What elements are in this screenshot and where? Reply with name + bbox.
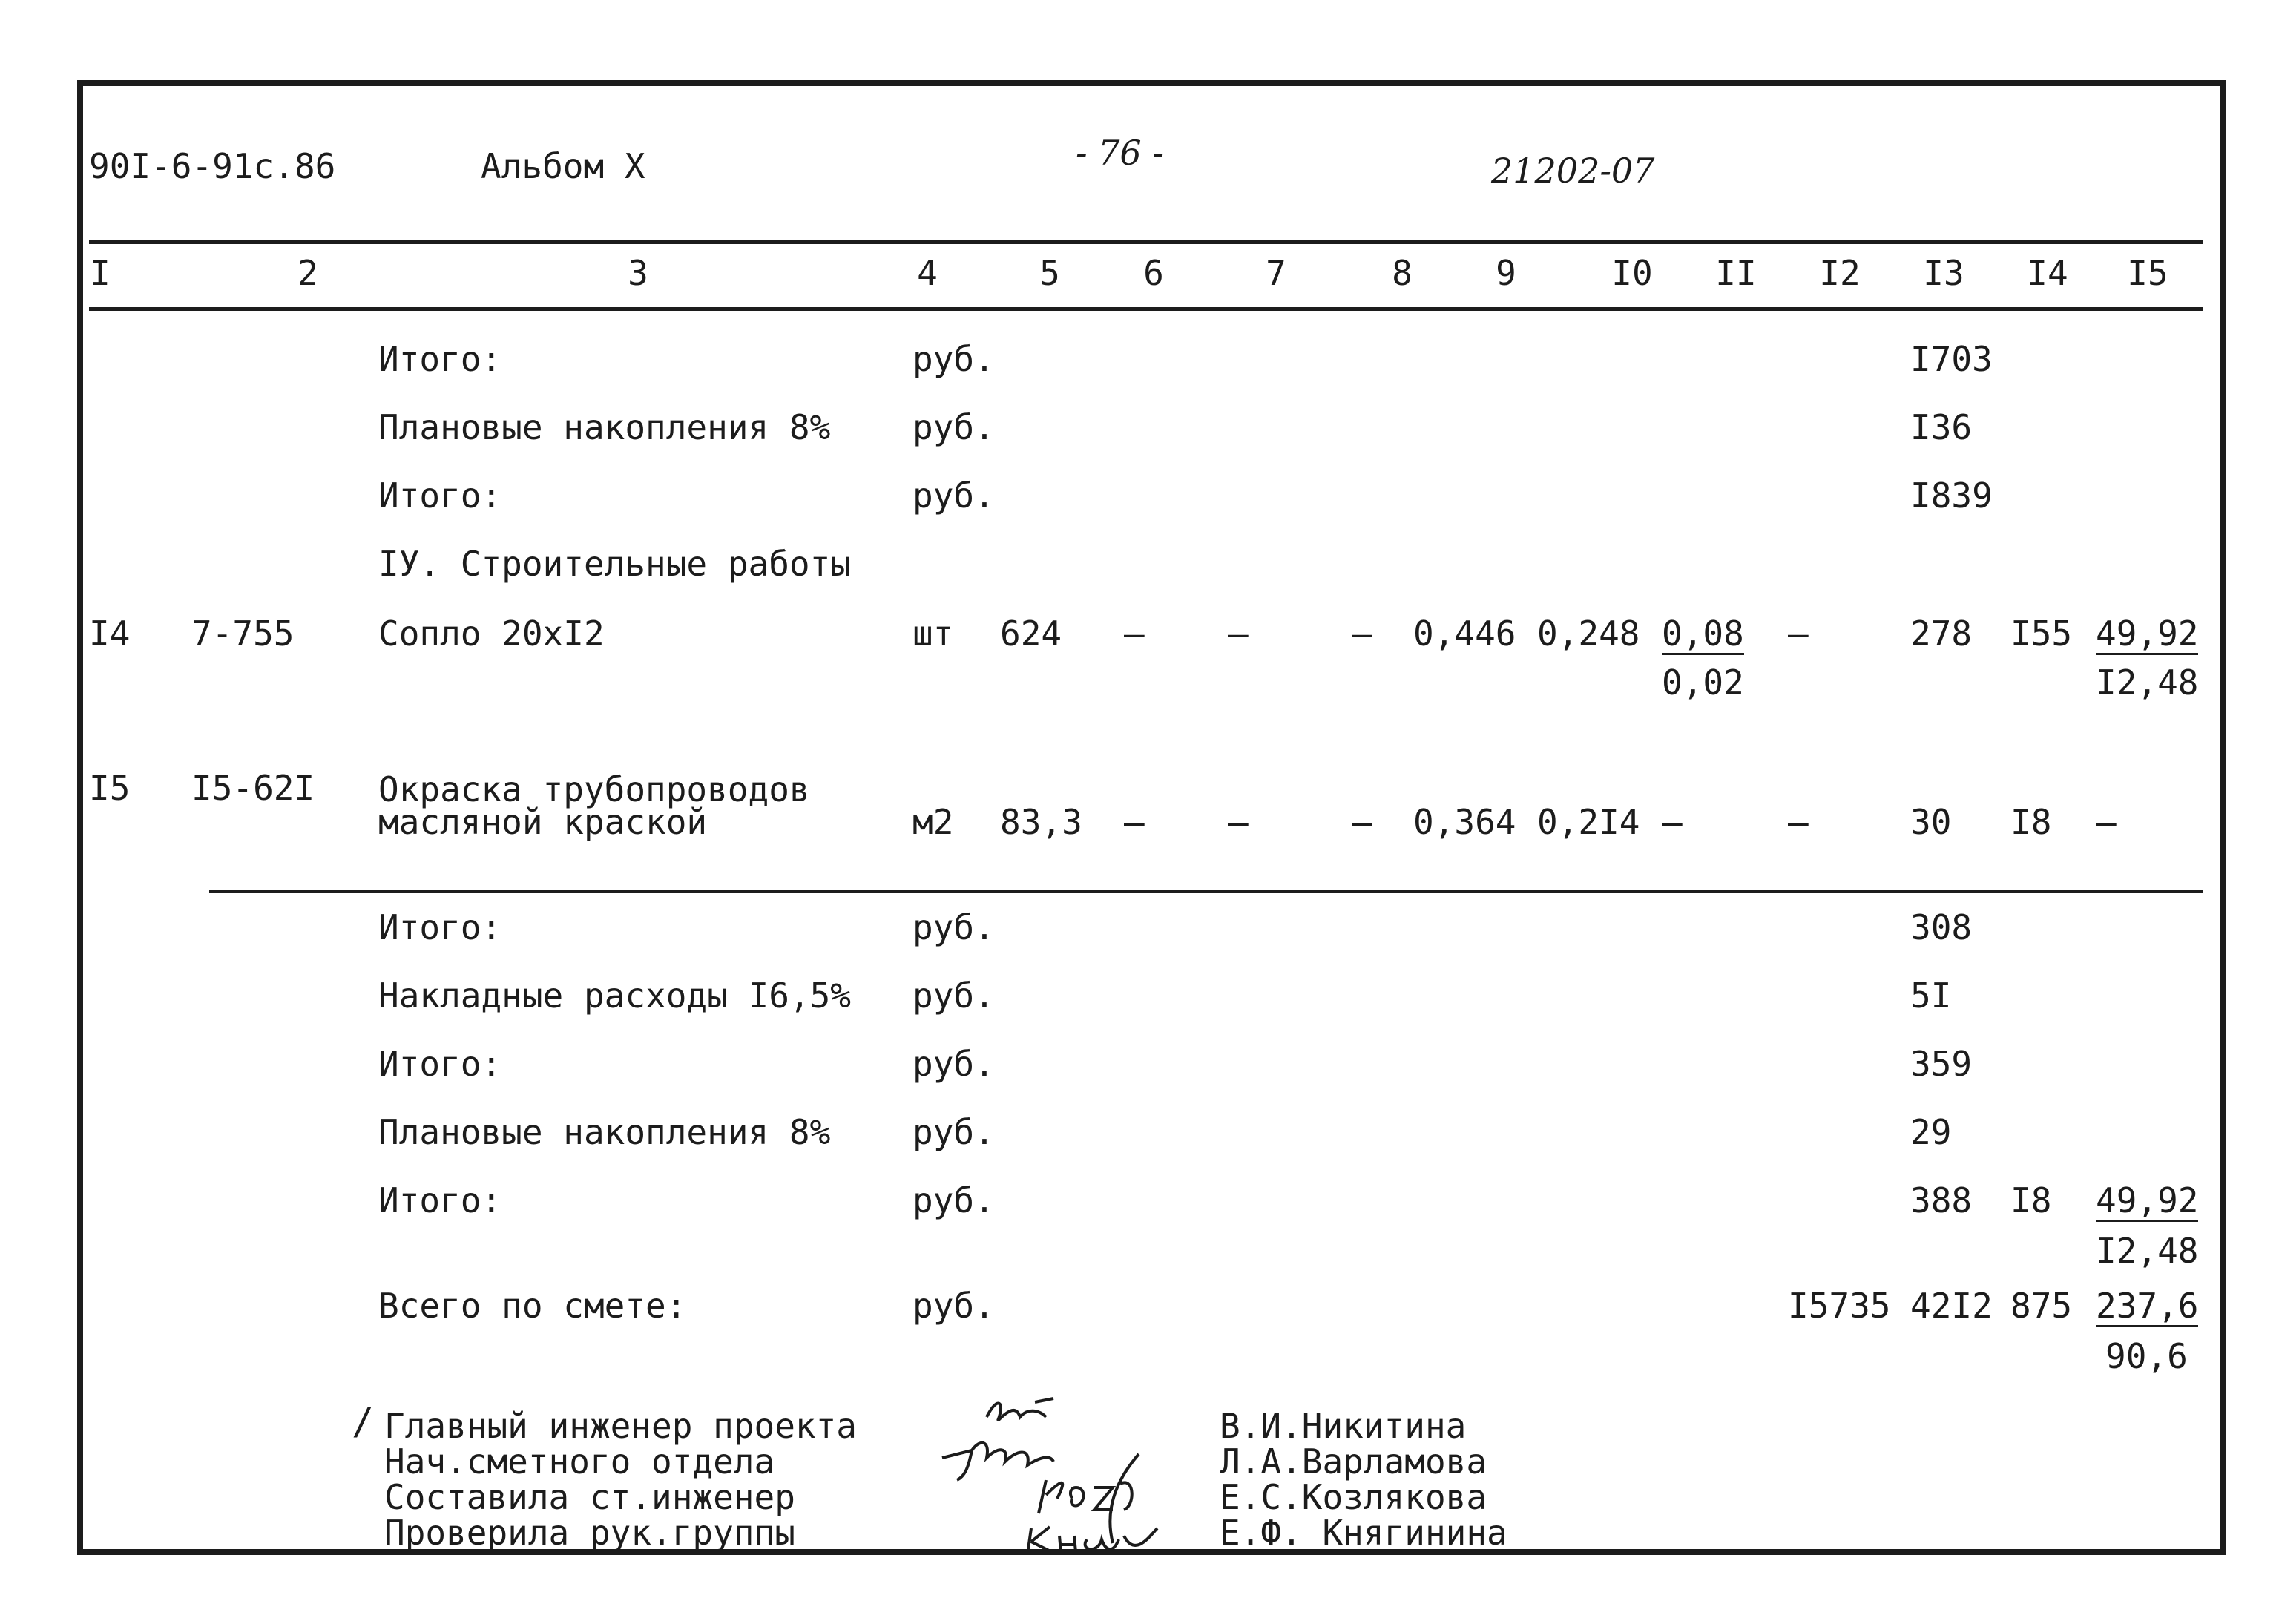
item14-c11-bottom: 0,02 xyxy=(1662,663,1744,703)
item15-c9: 0,364 xyxy=(1413,802,1516,842)
total-c15-top: 237,6 xyxy=(2096,1286,2199,1326)
col-header-3: 3 xyxy=(628,253,648,293)
total-unit: руб. xyxy=(912,1286,995,1326)
handwritten-signatures xyxy=(927,1387,1209,1558)
total-c15-bottom: 90,6 xyxy=(2105,1336,2188,1376)
row-subtotal-4-label: Итого: xyxy=(378,1044,502,1084)
item15-c11: – xyxy=(1662,802,1683,842)
total-c13: 42I2 xyxy=(1910,1286,1993,1326)
item14-c15-top: 49,92 xyxy=(2096,614,2199,654)
row-planned-2-unit: руб. xyxy=(912,1112,995,1152)
signature-slash: / xyxy=(352,1400,375,1443)
col-header-2: 2 xyxy=(297,253,318,293)
col-header-7: 7 xyxy=(1266,253,1286,293)
item14-c15-bottom: I2,48 xyxy=(2096,663,2199,703)
row-subtotal-4-sum: 359 xyxy=(1910,1044,1973,1084)
col-header-12: I2 xyxy=(1819,253,1861,293)
col-header-14: I4 xyxy=(2027,253,2068,293)
row-subtotal-3-unit: руб. xyxy=(912,907,995,947)
row-planned-2-sum: 29 xyxy=(1910,1112,1952,1152)
row-subtotal-2-label: Итого: xyxy=(378,476,502,516)
sign-name-3: Е.С.Козлякова xyxy=(1220,1477,1487,1517)
item15-name-line2: масляной краской xyxy=(378,802,708,842)
row-subtotal-3-label: Итого: xyxy=(378,907,502,947)
sign-name-4: Е.Ф. Княгинина xyxy=(1220,1513,1507,1553)
col-header-9: 9 xyxy=(1496,253,1516,293)
doc-code: 90I-6-91с.86 xyxy=(89,146,336,186)
page-number: - 76 - xyxy=(1076,133,1164,173)
item14-code: 7-755 xyxy=(191,614,295,654)
row-planned-1-label: Плановые накопления 8% xyxy=(378,407,831,447)
row-overhead-sum: 5I xyxy=(1910,976,1952,1016)
col-header-10: I0 xyxy=(1611,253,1653,293)
item15-qty: 83,3 xyxy=(1000,802,1082,842)
row-subtotal-2-unit: руб. xyxy=(912,476,995,516)
row-planned-1-sum: I36 xyxy=(1910,407,1973,447)
item14-unit: шт xyxy=(912,614,954,654)
item14-c9: 0,446 xyxy=(1413,614,1516,654)
item15-number: I5 xyxy=(89,768,131,808)
section-title: IУ. Строительные работы xyxy=(378,544,851,584)
row-subtotal-1-sum: I703 xyxy=(1910,339,1993,379)
col-header-6: 6 xyxy=(1143,253,1164,293)
row-subtotal-5-label: Итого: xyxy=(378,1180,502,1220)
row-overhead-label: Накладные расходы I6,5% xyxy=(378,976,851,1016)
sign-name-1: В.И.Никитина xyxy=(1220,1406,1467,1446)
item14-c14: I55 xyxy=(2010,614,2073,654)
row-subtotal-2-sum: I839 xyxy=(1910,476,1993,516)
item15-unit: м2 xyxy=(912,802,954,842)
item14-c6: – xyxy=(1124,614,1145,654)
item14-number: I4 xyxy=(89,614,131,654)
items-bottom-rule xyxy=(209,890,2203,893)
item15-name-line1: Окраска трубопроводов xyxy=(378,769,810,809)
col-header-13: I3 xyxy=(1923,253,1964,293)
item15-code: I5-62I xyxy=(191,768,315,808)
item14-c13: 278 xyxy=(1910,614,1973,654)
col-header-11: II xyxy=(1715,253,1757,293)
doc-number: 21202-07 xyxy=(1491,151,1655,191)
row-subtotal-5-c15-top: 49,92 xyxy=(2096,1180,2199,1220)
item14-name: Сопло 20xI2 xyxy=(378,614,605,654)
row-subtotal-5-unit: руб. xyxy=(912,1180,995,1220)
item14-c8: – xyxy=(1352,614,1372,654)
item14-c12: – xyxy=(1788,614,1809,654)
item15-c14: I8 xyxy=(2010,802,2052,842)
row-planned-2-label: Плановые накопления 8% xyxy=(378,1112,831,1152)
row-subtotal-1-label: Итого: xyxy=(378,339,502,379)
total-c14: 875 xyxy=(2010,1286,2073,1326)
album-label: Альбом X xyxy=(481,146,645,186)
header-top-rule xyxy=(89,240,2203,244)
sign-name-2: Л.А.Варламова xyxy=(1220,1441,1487,1482)
item15-c8: – xyxy=(1352,802,1372,842)
col-header-1: I xyxy=(90,253,111,293)
header-bottom-rule xyxy=(89,307,2203,311)
sign-role-3: Составила ст.инженер xyxy=(384,1477,795,1517)
row-subtotal-5-c14: I8 xyxy=(2010,1180,2052,1220)
item15-c10: 0,2I4 xyxy=(1537,802,1640,842)
col-header-8: 8 xyxy=(1392,253,1413,293)
sign-role-4: Проверила рук.группы xyxy=(384,1513,795,1553)
item14-c10: 0,248 xyxy=(1537,614,1640,654)
item15-c15: – xyxy=(2096,802,2117,842)
row-planned-1-unit: руб. xyxy=(912,407,995,447)
item14-c11-top: 0,08 xyxy=(1662,614,1744,654)
item15-c6: – xyxy=(1124,802,1145,842)
row-subtotal-4-unit: руб. xyxy=(912,1044,995,1084)
col-header-4: 4 xyxy=(917,253,938,293)
sign-role-2: Нач.сметного отдела xyxy=(384,1441,775,1482)
row-overhead-unit: руб. xyxy=(912,976,995,1016)
sign-role-1: Главный инженер проекта xyxy=(384,1406,857,1446)
item15-c13: 30 xyxy=(1910,802,1952,842)
item15-c12: – xyxy=(1788,802,1809,842)
col-header-5: 5 xyxy=(1039,253,1060,293)
row-subtotal-5-c15-bottom: I2,48 xyxy=(2096,1231,2199,1271)
item14-c7: – xyxy=(1228,614,1249,654)
row-subtotal-3-sum: 308 xyxy=(1910,907,1973,947)
row-subtotal-5-sum: 388 xyxy=(1910,1180,1973,1220)
item15-c7: – xyxy=(1228,802,1249,842)
total-c12: I5735 xyxy=(1788,1286,1891,1326)
col-header-15: I5 xyxy=(2127,253,2168,293)
item14-qty: 624 xyxy=(1000,614,1062,654)
row-subtotal-1-unit: руб. xyxy=(912,339,995,379)
total-label: Всего по смете: xyxy=(378,1286,687,1326)
